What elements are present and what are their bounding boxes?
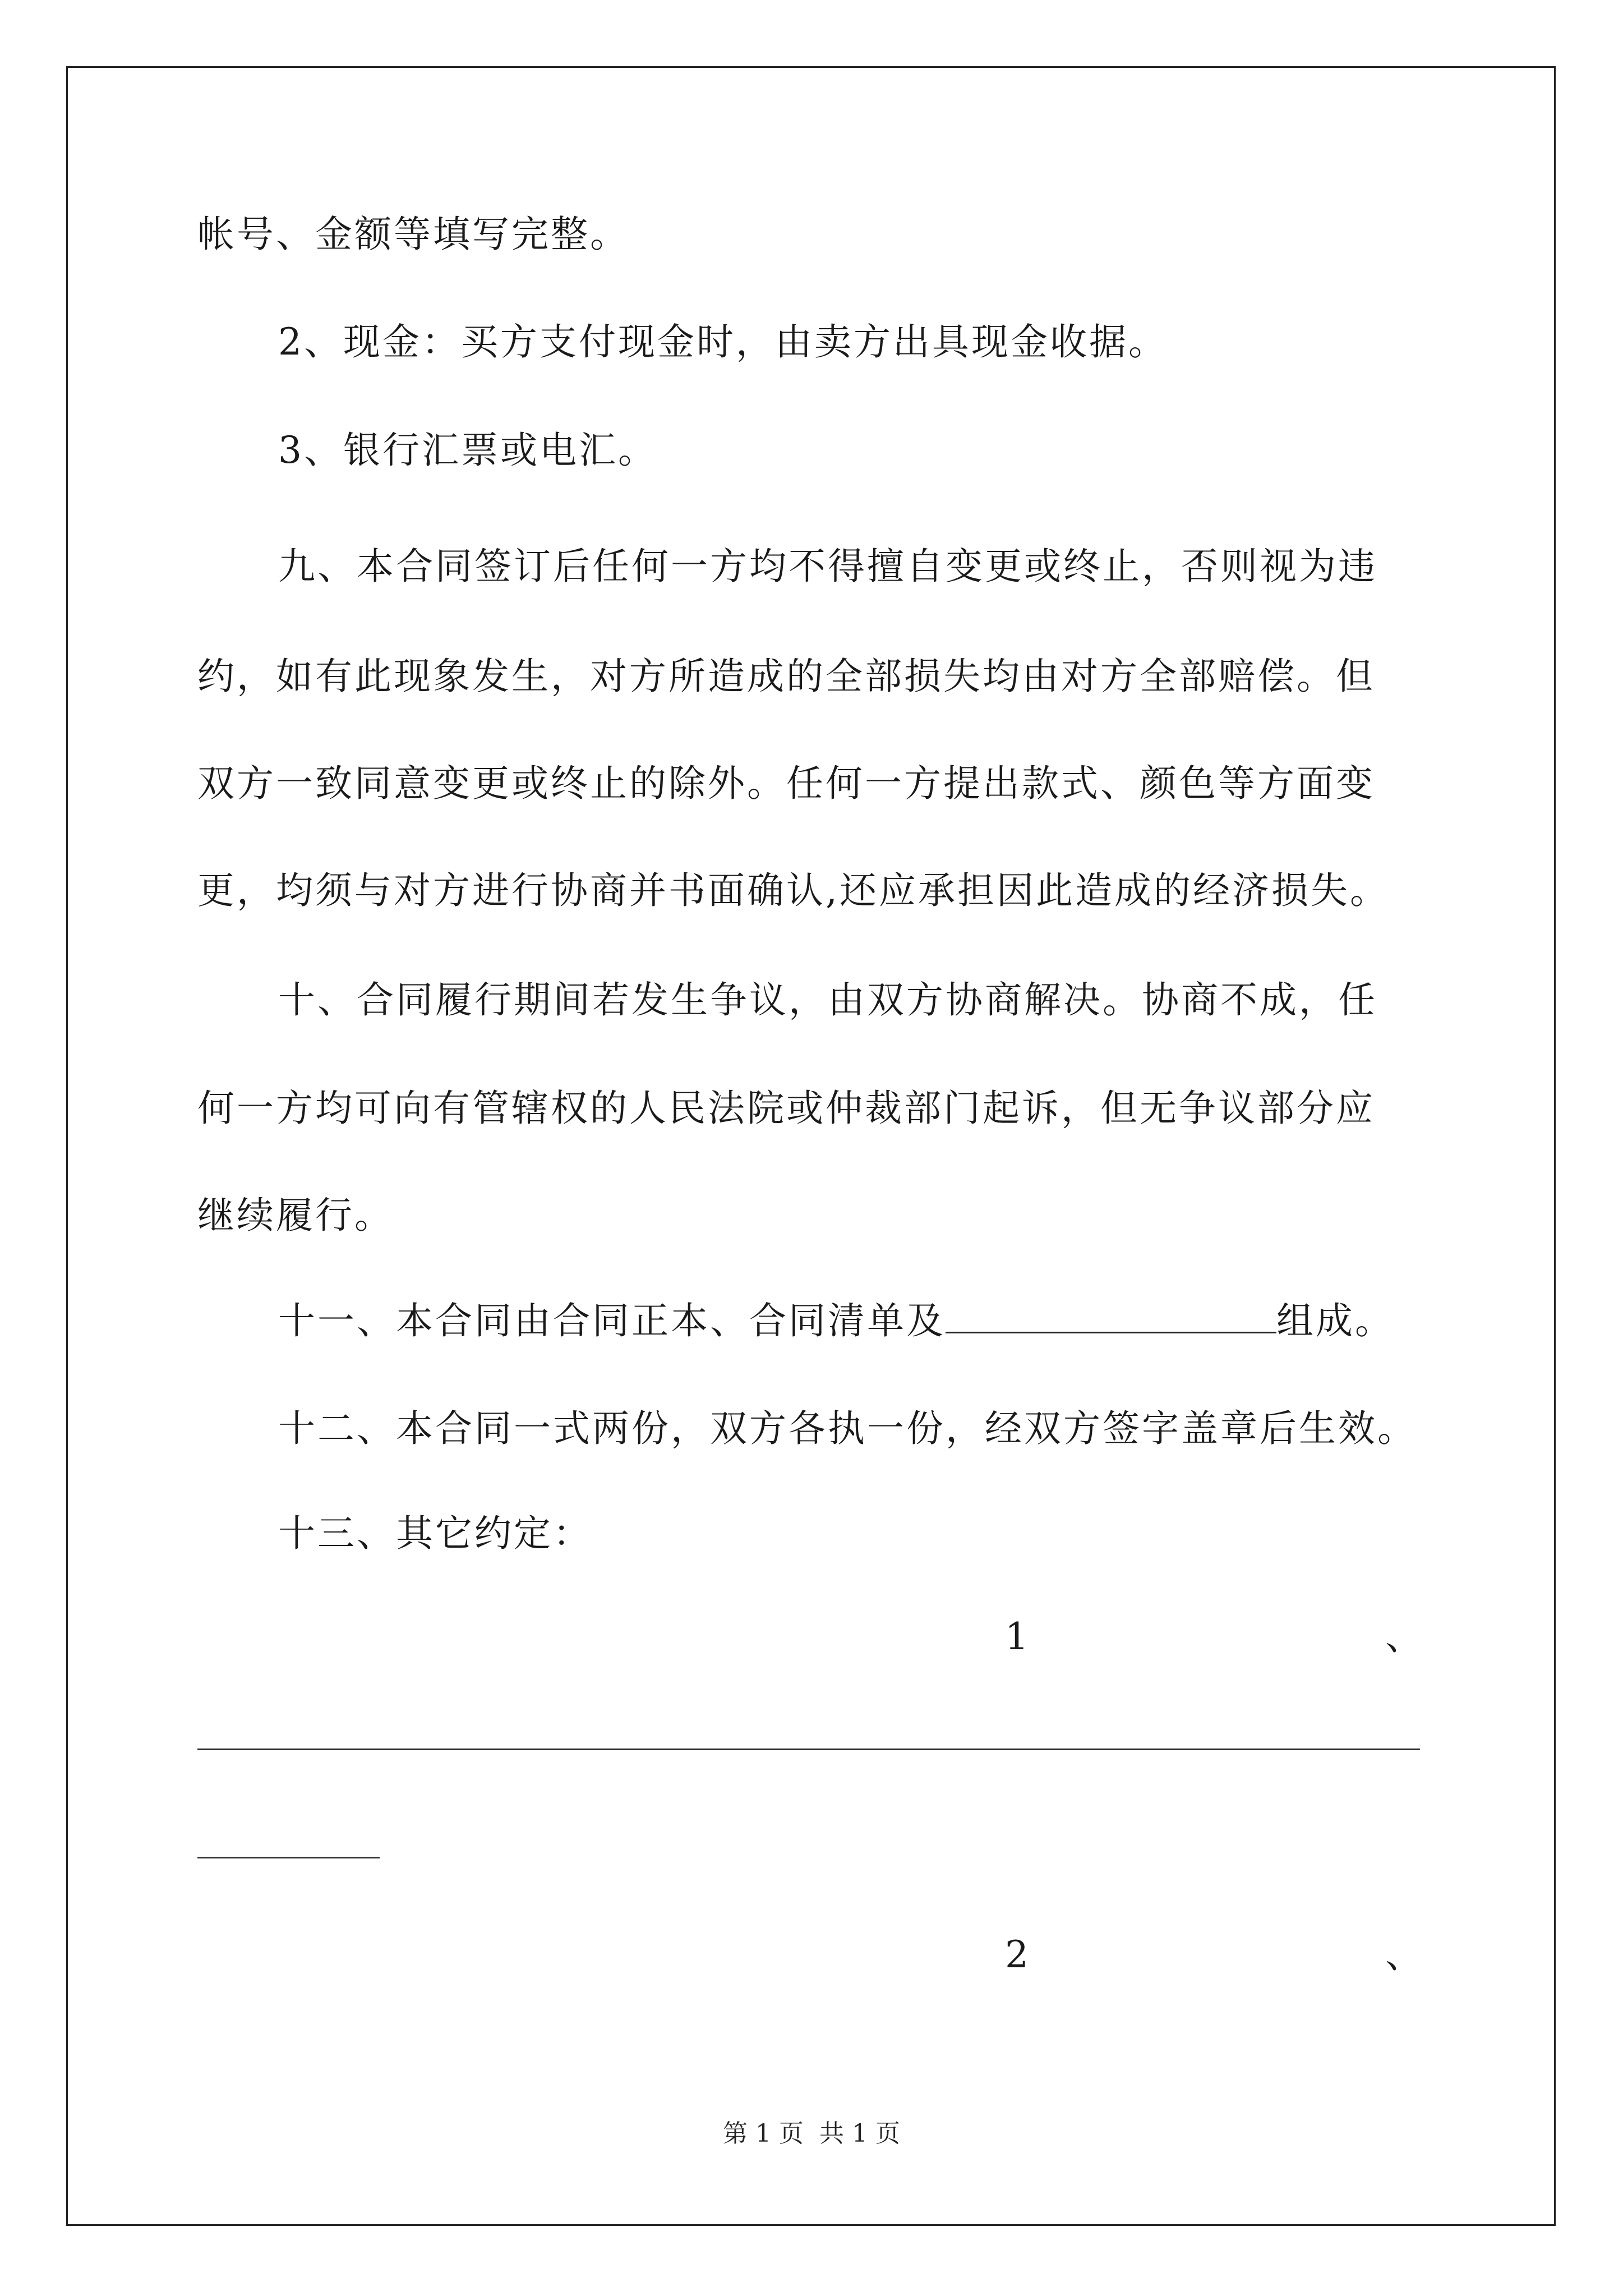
page-footer: [0, 2119, 1623, 2149]
text-line-clause-12: 十二、本合同一式两份，双方各执一份，经双方签字盖章后生效。: [278, 1407, 1417, 1450]
item-1-blank-line-long: [197, 1749, 1420, 1750]
text-line-clause-10a: 十、合同履行期间若发生争议，由双方协商解决。协商不成，任: [278, 978, 1377, 1022]
page-border: [66, 66, 1556, 2226]
text-line-clause-13: 十三、其它约定：: [278, 1512, 592, 1555]
text-line-clause-9d: 更，均须与对方进行协商并书面确认,还应承担因此造成的经济损失。: [197, 869, 1389, 912]
page-total: 共 1 页: [819, 2119, 900, 2148]
text-line-clause-10c: 继续履行。: [197, 1194, 394, 1237]
text-line-clause-9b: 约，如有此现象发生，对方所造成的全部损失均由对方全部赔偿。但: [197, 655, 1375, 698]
item-2-mark: 、: [1385, 1933, 1422, 1976]
item-2-number: 2: [1005, 1933, 1029, 1976]
text-line-clause-11: [278, 1299, 1394, 1343]
clause-11-text-before: 十一、本合同由合同正本、合同清单及: [278, 1299, 946, 1342]
item-1-mark: 、: [1385, 1615, 1422, 1658]
page-number: 第 1 页: [723, 2119, 804, 2148]
clause-11-blank-field: [946, 1300, 1276, 1333]
text-line-clause-9a: 九、本合同签订后任何一方均不得擅自变更或终止，否则视为违: [278, 545, 1377, 588]
item-1-number: 1: [1005, 1615, 1029, 1658]
text-line-clause-9c: 双方一致同意变更或终止的除外。任何一方提出款式、颜色等方面变: [197, 762, 1375, 805]
item-1-blank-line-short: [197, 1857, 380, 1858]
text-line-cash: 2、现金：买方支付现金时，由卖方出具现金收据。: [278, 320, 1168, 364]
text-line-bank-draft: 3、银行汇票或电汇。: [278, 429, 657, 472]
clause-11-text-after: 组成。: [1276, 1299, 1394, 1342]
text-line-clause-10b: 何一方均可向有管辖权的人民法院或仲裁部门起诉，但无争议部分应: [197, 1087, 1375, 1130]
text-line-1: 帐号、金额等填写完整。: [197, 213, 629, 256]
